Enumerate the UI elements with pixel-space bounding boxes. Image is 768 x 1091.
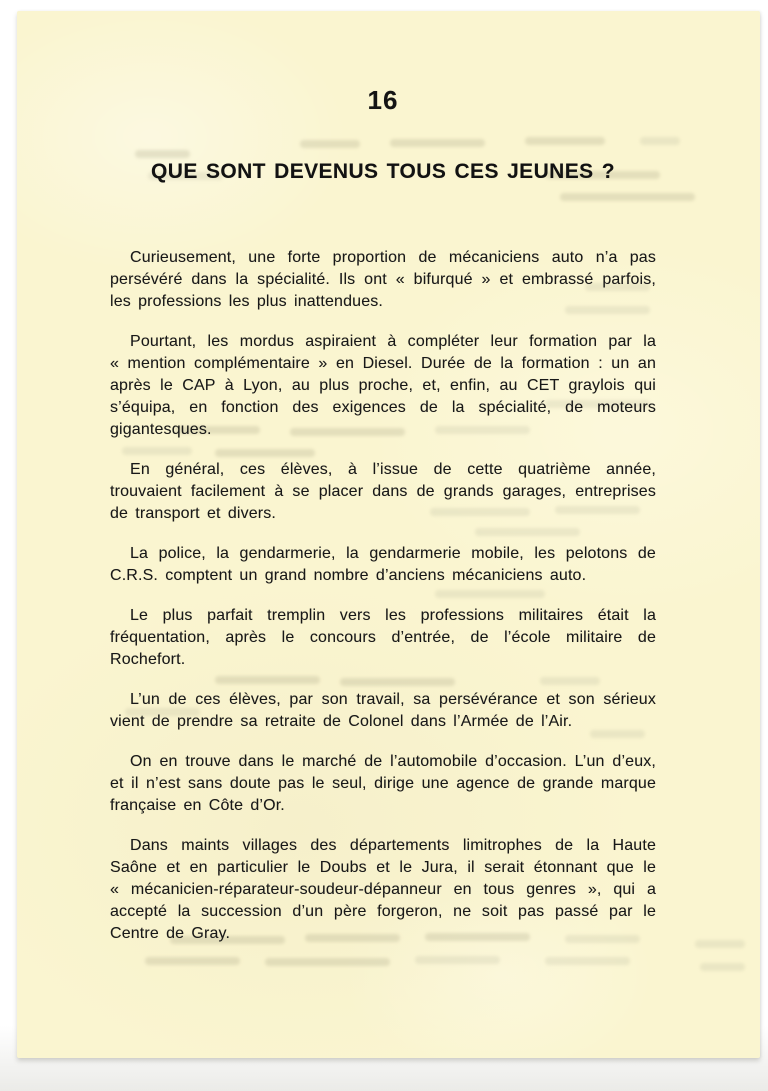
paragraph-6: L’un de ces élèves, par son travail, sa persévérance et son sérieux vient de prendre sa retraite de Colonel dans l’Armée de l’Air.: [110, 691, 656, 730]
paragraph-5: Le plus parfait tremplin vers les professions militaires était la fréquentation, après le concours d’entrée, de l’école militaire de Rochefort.: [110, 607, 656, 668]
document-page: [17, 11, 760, 1058]
page-number: 16: [367, 85, 399, 115]
paragraph-2: Pourtant, les mordus aspiraient à compléter leur formation par la « mention complémentaire » en Diesel. Durée de la formation : un an après le CAP à Lyon, au plus proche, et, enfin, au CET graylois qui s’équipa, en fonction des exigences de la spécialité, de moteurs gigantesques.: [110, 333, 656, 438]
paragraph-3: En général, ces élèves, à l’issue de cette quatrième année, trouvaient facilement à se placer dans de grands garages, entreprises de transport et divers.: [110, 461, 656, 522]
paragraph-7: On en trouve dans le marché de l’automobile d’occasion. L’un d’eux, et il n’est sans doute pas le seul, dirige une agence de grande marque française en Côte d’Or.: [110, 753, 656, 814]
bleed-through-artifact: [695, 940, 745, 948]
page-content: [110, 11, 656, 963]
bleed-through-artifact: [700, 963, 745, 971]
paragraph-1: Curieusement, une forte proportion de mécaniciens auto n’a pas persévéré dans la spécialité. Ils ont « bifurqué » et embrassé parfois, les professions les plus inattendues.: [110, 249, 656, 310]
paragraph-8: Dans maints villages des départements limitrophes de la Haute Saône et en particulier le Doubs et le Jura, il serait étonnant que le « mécanicien-réparateur-soudeur-dépanneur en tous genres », qui a accepté la succession d’un père forgeron, ne soit pas passé par le Centre de Gray.: [110, 837, 656, 942]
paragraph-4: La police, la gendarmerie, la gendarmerie mobile, les pelotons de C.R.S. comptent un grand nombre d’anciens mécaniciens auto.: [110, 545, 656, 584]
page-title: QUE SONT DEVENUS TOUS CES JEUNES ?: [151, 160, 615, 183]
